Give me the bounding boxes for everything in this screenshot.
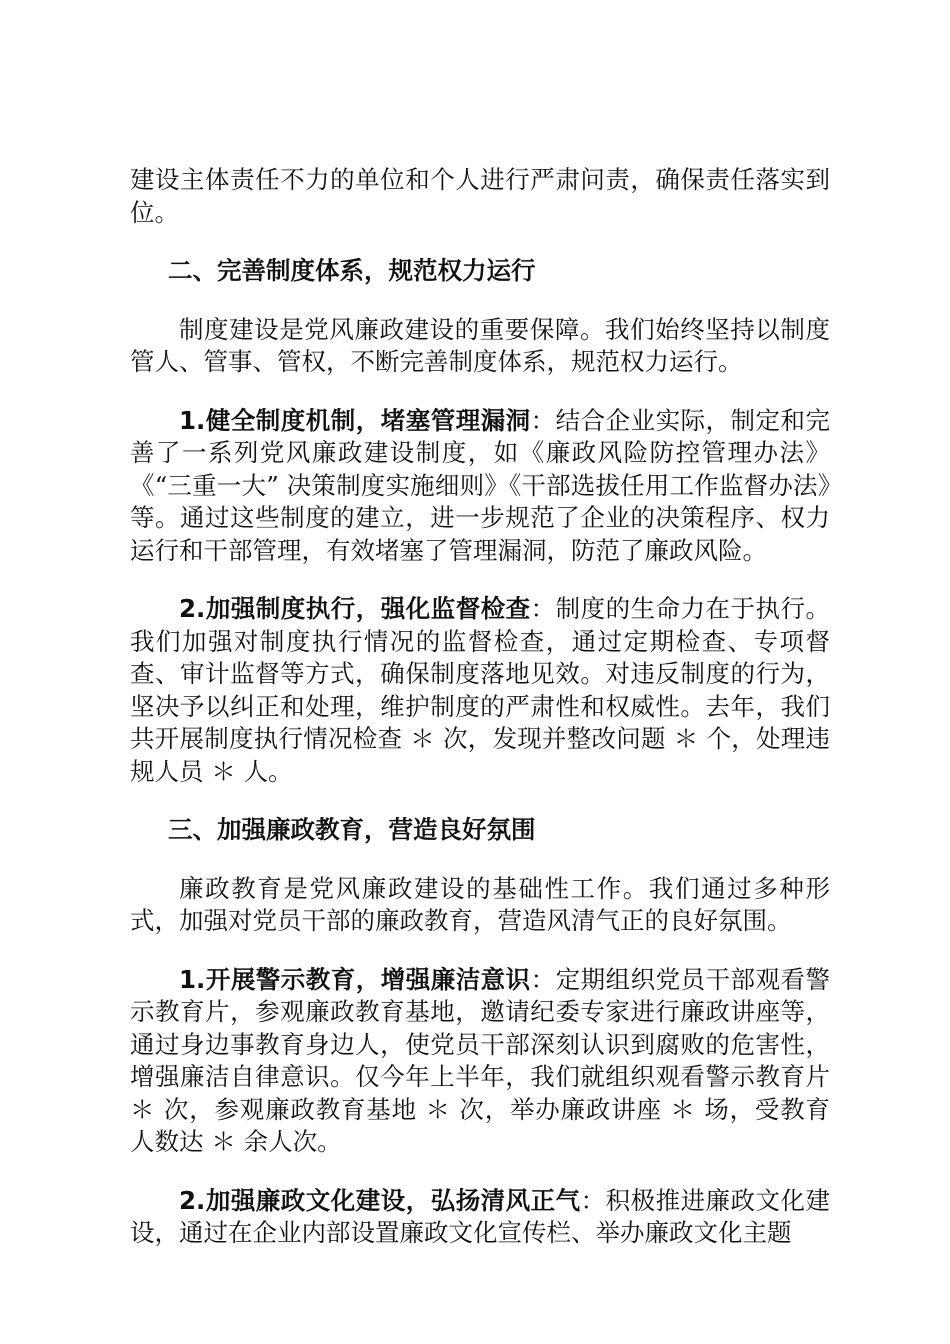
item-3-1-body: ：定期组织党员干部观看警示教育片，参观廉政教育基地，邀请纪委专家进行廉政讲座等，通过身边事教育身边人，使党员干部深刻认识到腐败的危害性，增强廉洁自律意识。仅今年上半年，我们就组织观看警示教育片 ＊ 次，参观廉政教育基地 ＊ 次，举办廉政讲座 ＊ 场，受教育人数达 ＊ 余人次。 — [130, 964, 830, 1156]
item-2-2-lead: 2.加强制度执行，强化监督检查 — [179, 594, 531, 623]
item-2-1-body: ：结合企业实际，制定和完善了一系列党风廉政建设制度，如《廉政风险防控管理办法》《“三重一大” 决策制度实施细则》《干部选拔任用工作监督办法》等。通过这些制度的建立，进一步规范了企业的决策程序、权力运行和干部管理，有效堵塞了管理漏洞，防范了廉政风险。 — [130, 405, 830, 565]
section-heading-2: 二、完善制度体系，规范权力运行 — [168, 256, 536, 285]
paragraph-item-2-1 — [130, 405, 830, 568]
section-heading-3: 三、加强廉政教育，营造良好氛围 — [168, 815, 536, 844]
item-2-2-body: ：制度的生命力在于执行。我们加强对制度执行情况的监督检查，通过定期检查、专项督查、审计监督等方式，确保制度落地见效。对违反制度的行为，坚决予以纠正和处理，维护制度的严肃性和权威性。去年，我们共开展制度执行情况检查 ＊ 次，发现并整改问题 ＊ 个，处理违规人员 ＊ 人。 — [130, 594, 830, 786]
paragraph-section3-intro: 廉政教育是党风廉政建设的基础性工作。我们通过多种形式，加强对党员干部的廉政教育，营造风清气正的良好氛围。 — [130, 873, 830, 935]
paragraph-continuation: 建设主体责任不力的单位和个人进行严肃问责，确保责任落实到位。 — [130, 165, 830, 227]
item-3-1-lead: 1.开展警示教育，增强廉洁意识 — [179, 964, 531, 994]
item-3-2-lead: 2.加强廉政文化建设，弘扬清风正气 — [179, 1185, 581, 1215]
paragraph-item-3-1 — [130, 964, 830, 1159]
paragraph-item-2-2 — [130, 593, 830, 788]
item-2-1-lead: 1.健全制度机制，堵塞管理漏洞 — [179, 405, 531, 435]
item-3-2-body: ：积极推进廉政文化建设，通过在企业内部设置廉政文化宣传栏、举办廉政文化主题 — [130, 1185, 830, 1247]
paragraph-item-3-2 — [130, 1185, 830, 1250]
paragraph-section2-intro: 制度建设是党风廉政建设的重要保障。我们始终坚持以制度管人、管事、管权，不断完善制度体系，规范权力运行。 — [130, 314, 830, 376]
document-page — [130, 164, 830, 1276]
